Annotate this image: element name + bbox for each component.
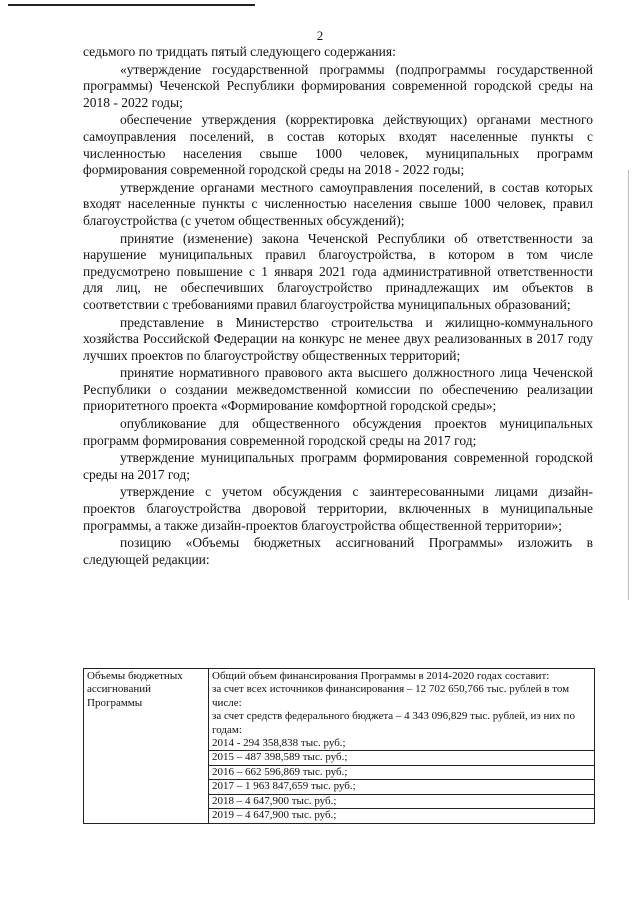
budget-table bbox=[83, 668, 595, 824]
paragraph: утверждение с учетом обсуждения с заинтересованными лицами дизайн-проектов благоустройства дворовой территории, включенных в муниципальные программы, а также дизайн-проектов благоустройства общественной территории»; bbox=[83, 484, 593, 533]
table-line: 2015 – 487 398,589 тыс. руб.; bbox=[209, 750, 594, 764]
document-body bbox=[83, 44, 593, 569]
table-row bbox=[84, 669, 595, 824]
table-line: за счет средств федерального бюджета – 4 343 096,829 тыс. рублей, из них по годам: bbox=[212, 710, 575, 736]
header-rule bbox=[8, 4, 255, 6]
paragraph: опубликование для общественного обсуждения проектов муниципальных программ формирования современной городской среды на 2017 год; bbox=[83, 416, 593, 448]
paragraph: принятие (изменение) закона Чеченской Республики об ответственности за нарушение муниципальных правил благоустройства, в котором в том числе предусмотрено повышение с 1 января 2021 года административной ответственности для лиц, не обеспечивших благоустройство принадлежащих им объектов в соответствии с требованиями правил благоустройства муниципальных образований; bbox=[83, 230, 593, 312]
paragraph: «утверждение государственной программы (подпрограммы государственной программы) Чеченской Республики формирования современной городской среды на 2018 - 2022 годы; bbox=[83, 61, 593, 110]
page-number: 2 bbox=[316, 28, 324, 43]
paragraph: позицию «Объемы бюджетных ассигнований Программы» изложить в следующей редакции: bbox=[83, 535, 593, 567]
paragraph: принятие нормативного правового акта высшего должностного лица Чеченской Республики о создании межведомственной комиссии по обеспечению реализации приоритетного проекта «Формирование комфортной городской среды»; bbox=[83, 365, 593, 414]
table-line: 2016 – 662 596,869 тыс. руб.; bbox=[209, 765, 594, 779]
table-label-cell: Объемы бюджетных ассигнований Программы bbox=[84, 669, 209, 824]
table-line: 2014 - 294 358,838 тыс. руб.; bbox=[212, 737, 346, 750]
paragraph: представление в Министерство строительства и жилищно-коммунального хозяйства Российской Федерации на конкурс не менее двух реализованных в 2017 году лучших проектов по благоустройству общественных территорий; bbox=[83, 314, 593, 363]
paragraph: утверждение муниципальных программ формирования современной городской среды на 2017 год; bbox=[83, 450, 593, 482]
table-line: за счет всех источников финансирования – 12 702 650,766 тыс. рублей в том числе: bbox=[212, 683, 570, 709]
paragraph: обеспечение утверждения (корректировка действующих) органами местного самоуправления поселений, в состав которых входят населенные пункты с численностью населения свыше 1000 человек, муниципальных программ формирования современной городской среды на 2018 - 2022 годы; bbox=[83, 112, 593, 178]
paragraph: седьмого по тридцать пятый следующего содержания: bbox=[83, 44, 396, 59]
table-value-cell bbox=[209, 669, 595, 824]
table-line: 2018 – 4 647,900 тыс. руб.; bbox=[209, 794, 594, 808]
table-line: Общий объем финансирования Программы в 2014-2020 годах составит: bbox=[212, 670, 550, 682]
paragraph: утверждение органами местного самоуправления поселений, в состав которых входят населенные пункты с численностью населения свыше 1000 человек, правил благоустройства (с учетом общественных обсуждений); bbox=[83, 179, 593, 228]
table-line: 2019 – 4 647,900 тыс. руб.; bbox=[209, 808, 594, 822]
scan-edge-line bbox=[628, 170, 629, 600]
table-line: 2017 – 1 963 847,659 тыс. руб.; bbox=[209, 779, 594, 793]
